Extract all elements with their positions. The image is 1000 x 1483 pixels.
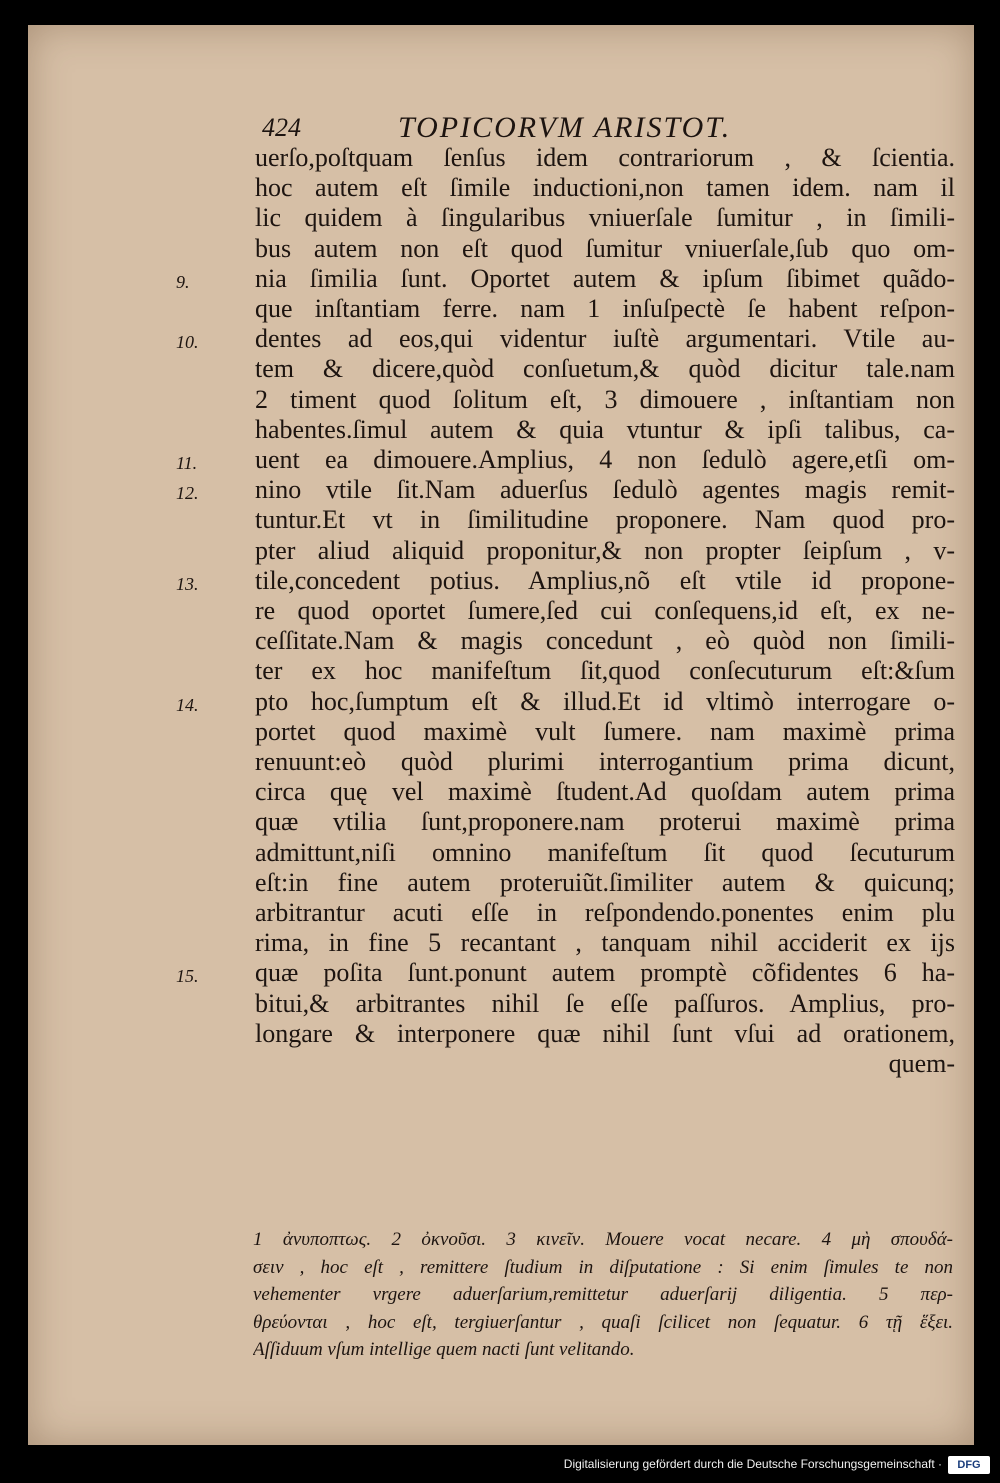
- footnote-line: Aſſiduum vſum intellige quem nacti ſunt velitando.: [253, 1339, 635, 1360]
- book-page: [28, 25, 974, 1445]
- margin-note: 13.: [176, 573, 199, 594]
- footnote-line: σειν , hoc eſt , remittere ſtudium in diſputatione : Si enim ſimules te non: [253, 1256, 953, 1278]
- text-line: portet quod maximè vult ſumere. nam maximè prima: [255, 716, 955, 746]
- margin-note: 14.: [176, 694, 199, 715]
- text-line: bus autem non eſt quod ſumitur vniuerſale,ſub quo om-: [255, 233, 955, 263]
- text-line: ceſſitate.Nam & magis concedunt , eò quòd non ſimili-: [255, 626, 955, 656]
- text-line: pter aliud aliquid proponitur,& non propter ſeipſum , v-: [255, 535, 955, 565]
- text-line: quæ vtilia ſunt,proponere.nam proterui maximè prima: [255, 807, 955, 837]
- text-line: uerſo,poſtquam ſenſus idem contrariorum , & ſcientia.: [255, 143, 955, 172]
- margin-note: 9.: [176, 271, 190, 292]
- text-line: nino vtile ſit.Nam aduerſus ſedulò agentes magis remit-: [255, 475, 955, 505]
- text-line: lic quidem à ſingularibus vniuerſale ſumitur , in ſimili-: [255, 203, 955, 233]
- text-line: pto hoc,ſumptum eſt & illud.Et id vltimò interrogare o-: [255, 686, 955, 716]
- text-line: rima, in fine 5 recantant , tanquam nihil acciderit ex ijs: [255, 928, 955, 958]
- text-line: uent ea dimouere.Amplius, 4 non ſedulò agere,etſi om-: [255, 445, 955, 474]
- footnote-line: 1 ἀνυποπτως. 2 ὀκνοῦσι. 3 κινεῖν. Mouere vocat necare. 4 μὴ σπουδά-: [253, 1229, 953, 1250]
- text-line: renuunt:eò quòd plurimi interrogantium prima dicunt,: [255, 747, 955, 776]
- text-line: quæ poſita ſunt.ponunt autem promptè cõfidentes 6 ha-: [255, 958, 955, 988]
- funding-credit: Digitalisierung gefördert durch die Deutsche Forschungsgemeinschaft ·: [563, 1457, 942, 1471]
- footer-bar: [0, 1445, 1000, 1483]
- text-line: bitui,& arbitrantes nihil ſe eſſe paſſuros. Amplius, pro-: [255, 988, 955, 1018]
- dfg-logo: DFG: [948, 1456, 990, 1474]
- text-line: tem & dicere,quòd conſuetum,& quòd dicitur tale.nam: [255, 354, 955, 384]
- footnote-line: vehementer vrgere aduerſarium,remittetur aduerſarij diligentia. 5 περ-: [253, 1284, 953, 1305]
- margin-note: 12.: [176, 483, 199, 504]
- running-head: TOPICORVM ARISTOT.: [398, 111, 732, 144]
- text-line: admittunt,niſi omnino manifeſtum ſit quod ſecuturum: [255, 837, 955, 867]
- text-line: quem-: [888, 1049, 955, 1078]
- text-line: 2 timent quod ſolitum eſt, 3 dimouere , inſtantiam non: [255, 384, 955, 414]
- text-line: tuntur.Et vt in ſimilitudine proponere. Nam quod pro-: [255, 505, 955, 535]
- margin-note: 10.: [176, 332, 199, 353]
- text-line: re quod oportet ſumere,ſed cui conſequens,id eſt, ex ne-: [255, 596, 955, 625]
- margin-note: 11.: [176, 453, 198, 473]
- footnote-line: θρεύονται , hoc eſt, tergiuerſantur , quaſi ſcilicet non ſequatur. 6 τῇ ἕξει.: [253, 1311, 953, 1333]
- text-line: longare & interponere quæ nihil ſunt vſui ad orationem,: [255, 1018, 955, 1048]
- text-line: arbitrantur acuti eſſe in reſpondendo.ponentes enim plu: [255, 898, 955, 927]
- text-line: circa quę vel maximè ſtudent.Ad quoſdam autem prima: [255, 777, 955, 807]
- text-line: ter ex hoc manifeſtum ſit,quod conſecuturum eſt:&ſum: [255, 656, 955, 686]
- text-line: que inſtantiam ferre. nam 1 inſuſpectè ſe habent reſpon-: [255, 294, 955, 323]
- text-line: tile,concedent potius. Amplius,nõ eſt vtile id propone-: [255, 565, 955, 595]
- text-line: dentes ad eos,qui videntur iuſtè argumentari. Vtile au-: [255, 324, 955, 354]
- margin-note: 15.: [176, 966, 199, 987]
- text-line: habentes.ſimul autem & quia vtuntur & ipſi talibus, ca-: [255, 414, 955, 444]
- text-line: eſt:in fine autem proteruiũt.ſimiliter autem & quicunq;: [255, 867, 955, 897]
- footnotes: [28, 25, 974, 1445]
- text-line: hoc autem eſt ſimile inductioni,non tamen idem. nam il: [255, 173, 955, 203]
- page-number: 424: [262, 113, 301, 142]
- text-line: nia ſimilia ſunt. Oportet autem & ipſum ſibimet quãdo-: [255, 263, 955, 293]
